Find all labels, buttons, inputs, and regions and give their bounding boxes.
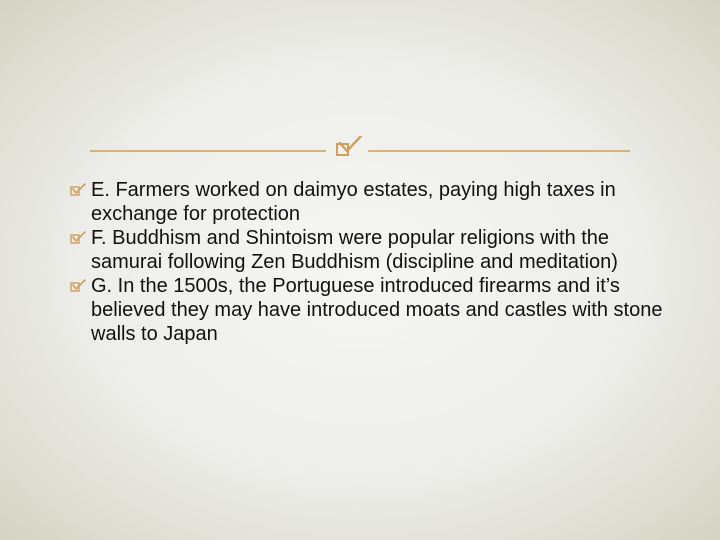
checkbox-bullet-icon (70, 183, 87, 197)
bullet-item (70, 274, 670, 346)
checkbox-icon (337, 136, 361, 155)
bullet-list (70, 178, 670, 346)
bullet-text: G. In the 1500s, the Portuguese introduced firearms and it’s believed they may have introduced moats and castles with stone walls to Japan (91, 275, 663, 345)
divider-graphic (90, 136, 630, 166)
checkbox-bullet-icon (70, 231, 87, 245)
title-divider (90, 136, 630, 166)
bullet-item (70, 178, 670, 226)
bullet-item (70, 226, 670, 274)
bullet-text: F. Buddhism and Shintoism were popular religions with the samurai following Zen Buddhism (discipline and meditation) (91, 227, 618, 273)
bullet-text: E. Farmers worked on daimyo estates, paying high taxes in exchange for protection (91, 179, 616, 225)
checkbox-bullet-icon (70, 279, 87, 293)
